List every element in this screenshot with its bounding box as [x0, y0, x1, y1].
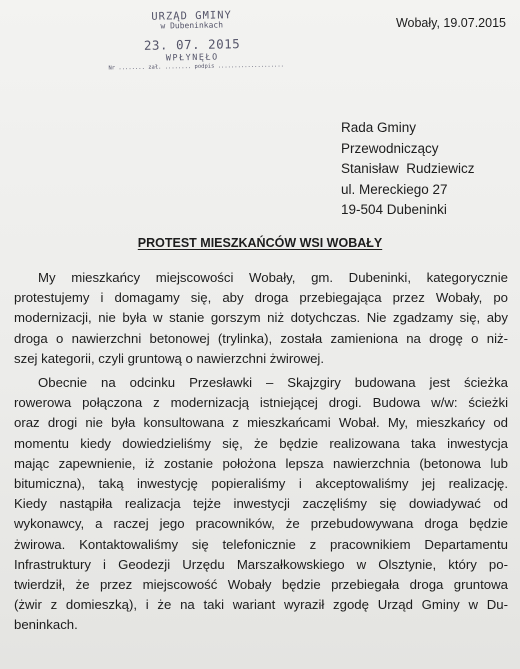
- letter-body: [14, 268, 508, 636]
- paragraph2-line: Obecnie na odcinku Przesławki – Skajzgiry budowana jest ścieżka: [38, 375, 508, 391]
- paragraph1-line: protestujemy i domagamy się, aby droga przebiegająca przez Wobały, po: [14, 290, 508, 306]
- place-date: Wobały, 19.07.2015: [395, 16, 506, 30]
- stamp-received: WPŁYNĘŁO: [165, 52, 219, 64]
- stamp-place: w Dubeninkach: [160, 20, 224, 31]
- paragraph1-line: droga o nawierzchni betonowej (trylinka), została zamieniona na drogę o niż-: [14, 330, 508, 346]
- paragraph2-line: bitumiczna), taką inwestycję popieraliśmy i akceptowaliśmy jej realizację.: [14, 476, 508, 492]
- stamp-office: URZĄD GMINY: [151, 9, 232, 23]
- paragraph2-line: beninkach.: [14, 617, 78, 633]
- paragraph2-line: żwirowa. Kontaktowaliśmy się telefonicznie z pracownikiem Departamentu: [14, 536, 508, 552]
- paragraph1-line: modernizacji, nie była w stanie gorszym niż dotychczas. Nie zgadzamy się, aby: [14, 310, 508, 326]
- received-stamp: [107, 9, 284, 76]
- paragraph2-line: mając zapewnienie, iż zostanie położona lepsza nawierzchnia (betonowa lub: [14, 455, 508, 471]
- paragraph2-line: twierdził, że przez miejscowość Wobały będzie przebiegała droga gruntowa: [14, 577, 508, 593]
- document-title-text: PROTEST MIESZKAŃCÓW WSI WOBAŁY: [137, 236, 383, 250]
- paragraph2-line: momentu kiedy dowiedzieliśmy się, że będzie realizowana taka inwestycja: [14, 435, 508, 451]
- recipient-line: Przewodniczący: [341, 140, 439, 156]
- recipient-address: [341, 118, 475, 221]
- recipient-line: ul. Mereckiego 27: [341, 181, 448, 197]
- paragraph1-line: My mieszkańcy miejscowości Wobały, gm. Dubeninki, kategorycznie: [38, 270, 508, 285]
- recipient-line: Stanisław Rudziewicz: [341, 161, 475, 176]
- stamp-fields: Nr ........ zał. ........ podpis ....................: [108, 62, 284, 72]
- paragraph1-line: szej kategorii, czyli gruntową o nawierzchni żwirowej.: [14, 350, 325, 366]
- paragraph2-line: oraz drogi nie była konsultowana z mieszkańcami Wobał. My, mieszkańcy od: [14, 415, 508, 431]
- document-title: [0, 236, 520, 250]
- recipient-line: 19-504 Dubeninki: [341, 202, 447, 217]
- paragraph2-line: rowerowa połączona z modernizacją istniejącej drogi. Budowa w/w: ścieżki: [14, 395, 508, 411]
- paragraph2-line: Infrastruktury i Geodezji Urzędu Marszałkowskiego w Olsztynie, który po-: [14, 556, 508, 572]
- paragraph2-line: wykonawcy, a raczej jego pracowników, że przebudowywana droga będzie: [14, 516, 508, 532]
- stamp-date: 23. 07. 2015: [143, 36, 241, 53]
- paragraph2-line: (żwir z domieszką), i że na taki wariant wyraził zgodę Urząd Gminy w Du-: [14, 597, 508, 613]
- recipient-line: Rada Gminy: [341, 120, 417, 135]
- paragraph2-line: Kiedy nastąpiła realizacja tejże inwestycji zaczęliśmy się dowiadywać od: [14, 496, 508, 512]
